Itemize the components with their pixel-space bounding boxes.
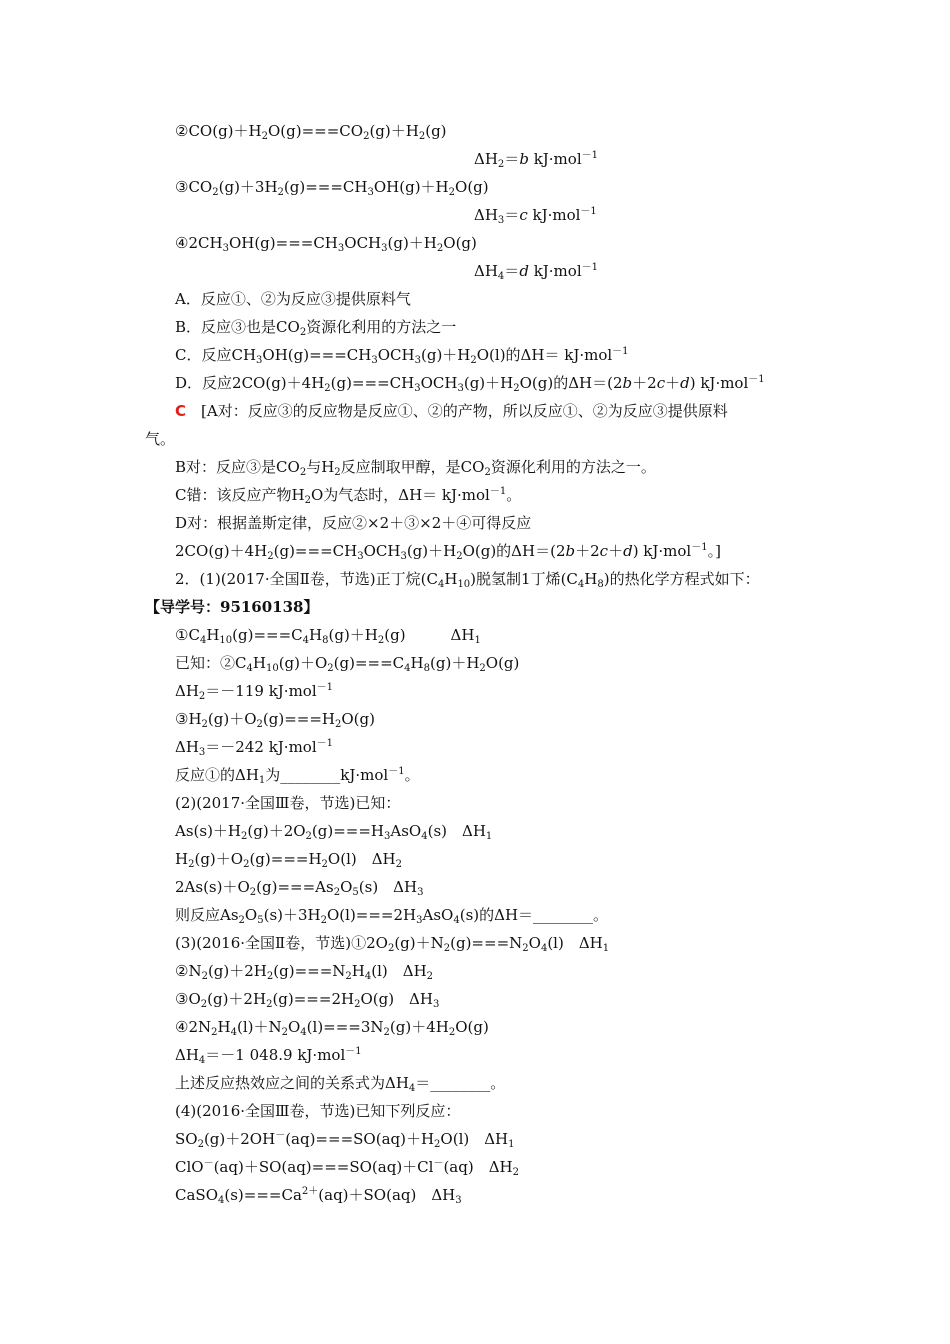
text-line-q2-3-eq4: $④2N_2H_4(l)+N_2O_4(l)===3N_2(g)+4H_2O(g)$ bbox=[175, 1018, 489, 1038]
text-line-q2-2-eq2: $H_2(g)+O_2(g)===H_2O(l)$ $\Delta H_2$ bbox=[175, 850, 403, 870]
text-line-expl-d: D对：根据盖斯定律，反应②×2＋③×2＋④可得反应 bbox=[175, 514, 532, 532]
text-line-q2-2-ask: 则反应$As_2O_5(s)+3H_2O(l)===2H_3AsO_4(s)$的ΔH＝________。 bbox=[175, 906, 609, 926]
text-line-eq4: $④2CH_3OH(g)===CH_3OCH_3(g)+H_2O(g)$ bbox=[175, 234, 477, 254]
text-line-q2-3: (3)(2016·全国Ⅱ卷，节选)$①2O_2(g)+N_2(g)===N_2O_4(l)$ $\Delta H_1$ bbox=[175, 934, 610, 954]
text-line-q2-3-dh4: $\Delta H_4=-1$ 048.9 kJ·mol$^{-1}$ bbox=[175, 1046, 362, 1066]
text-line-expl-c: C错：该反应产物$H_2O$为气态时，ΔH＝ kJ·mol$^{-1}$。 bbox=[175, 486, 522, 506]
text-line-opt-d: D．反应$2CO(g)+4H_2(g)===CH_3OCH_3(g)+H_2O(g)$的ΔH＝(2b＋2c＋d) kJ·mol$^{-1}$ bbox=[175, 374, 765, 394]
text-line-answer: C [A对：反应③的反应物是反应①、②的产物，所以反应①、②为反应③提供原料 bbox=[175, 402, 728, 420]
text-line-q2-1-eq2: 已知：$②C_4H_{10}(g)+O_2(g)===C_4H_8(g)+H_2O(g)$ bbox=[175, 654, 520, 674]
text-line-q2-4: (4)(2016·全国Ⅲ卷，节选)已知下列反应： bbox=[175, 1102, 461, 1120]
text-line-q2-1-dh2: $\Delta H_2=-119$ kJ·mol$^{-1}$ bbox=[175, 682, 333, 702]
text-line-q2-1-eq1: $①C_4H_{10}(g)===C_4H_8(g)+H_2(g)$ $\Delta H_1$ bbox=[175, 626, 481, 646]
text-line-q2-4-eq2: ClO－(aq)＋SO(aq)===SO(aq)＋Cl－(aq) $\Delta H_2$ bbox=[175, 1158, 519, 1178]
text-line-expl-b: B对：反应③是$CO_2$与$H_2$反应制取甲醇，是$CO_2$资源化利用的方法之一。 bbox=[175, 458, 656, 478]
text-line-guide-no: 【导学号：95160138】 bbox=[145, 598, 319, 616]
text-line-dh3: $\Delta H_3=c$ kJ·mol$^{-1}$ bbox=[474, 206, 597, 226]
text-line-q2-2: (2)(2017·全国Ⅲ卷，节选)已知： bbox=[175, 794, 401, 812]
text-line-q2-4-eq3: $CaSO_4(s)===Ca^{2+}(aq)+SO(aq)$ $\Delta H_3$ bbox=[175, 1186, 462, 1206]
text-line-eq2: $②CO(g)+H_2O(g)===CO_2(g)+H_2(g)$ bbox=[175, 122, 447, 142]
text-line-answer-cont: 气。 bbox=[145, 430, 176, 448]
text-line-expl-d-eq: $2CO(g)+4H_2(g)===CH_3OCH_3(g)+H_2O(g)$的ΔH＝(2b＋2c＋d) kJ·mol$^{-1}$。] bbox=[175, 542, 721, 562]
text-line-opt-c: C．反应$CH_3OH(g)===CH_3OCH_3(g)+H_2O(l)$的ΔH＝ kJ·mol$^{-1}$ bbox=[175, 346, 629, 366]
text-line-dh2: $\Delta H_2=b$ kJ·mol$^{-1}$ bbox=[474, 150, 598, 170]
text-line-q2-3-ask: 上述反应热效应之间的关系式为$\Delta H_4=\_\_\_\_\_\_\_\_$。 bbox=[175, 1074, 506, 1094]
text-line-q2-3-eq2: $②N_2(g)+2H_2(g)===N_2H_4(l)$ $\Delta H_2$ bbox=[175, 962, 434, 982]
text-line-q2-1-dh3: $\Delta H_3=-242$ kJ·mol$^{-1}$ bbox=[175, 738, 333, 758]
text-line-q2-2-eq1: $As(s)+H_2(g)+2O_2(g)===H_3AsO_4(s)$ $\Delta H_1$ bbox=[175, 822, 493, 842]
text-line-q2-1-eq3: $③H_2(g)+O_2(g)===H_2O(g)$ bbox=[175, 710, 375, 730]
text-line-q2-3-eq3: $③O_2(g)+2H_2(g)===2H_2O(g)$ $\Delta H_3$ bbox=[175, 990, 440, 1010]
text-line-eq3: $③CO_2(g)+3H_2(g)===CH_3OH(g)+H_2O(g)$ bbox=[175, 178, 489, 198]
text-line-q2-1-ask: 反应①的$\Delta H_1$为________kJ·mol$^{-1}$。 bbox=[175, 766, 420, 786]
text-line-q2: 2．(1)(2017·全国Ⅱ卷，节选)正丁烷$(C_4H_{10})$脱氢制1丁烯$(C_4H_8)$的热化学方程式如下： bbox=[175, 570, 760, 590]
text-line-dh4: $\Delta H_4=d$ kJ·mol$^{-1}$ bbox=[474, 262, 598, 282]
text-line-opt-b: B．反应③也是$CO_2$资源化利用的方法之一 bbox=[175, 318, 457, 338]
text-line-q2-2-eq3: $2As(s)+O_2(g)===As_2O_5(s)$ $\Delta H_3$ bbox=[175, 878, 424, 898]
text-line-opt-a: A．反应①、②为反应③提供原料气 bbox=[175, 290, 411, 308]
text-line-q2-4-eq1: $SO_2(g)+2OH^-(aq)===SO(aq)+H_2O(l)$ $\Delta H_1$ bbox=[175, 1130, 515, 1150]
